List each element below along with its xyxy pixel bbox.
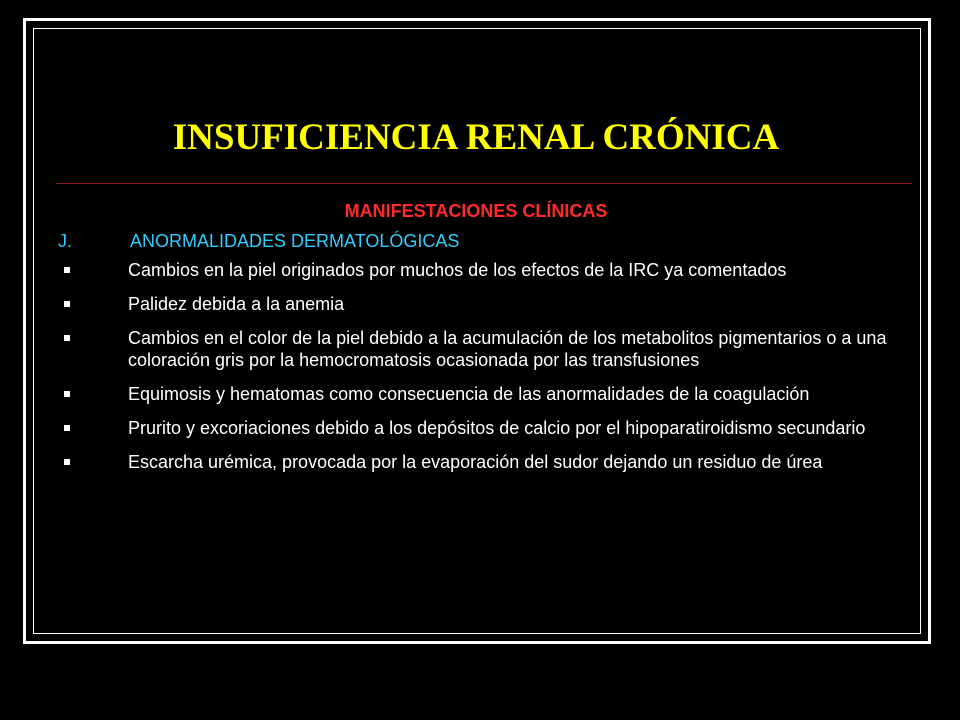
- bullet-item: [64, 259, 912, 281]
- section-label: ANORMALIDADES DERMATOLÓGICAS: [130, 231, 460, 251]
- square-bullet-icon: [64, 335, 70, 341]
- title-divider: [56, 183, 912, 184]
- slide-title: INSUFICIENCIA RENAL CRÓNICA: [172, 117, 780, 158]
- bullet-text: Equimosis y hematomas como consecuencia de las anormalidades de la coagulación: [128, 384, 810, 404]
- slide-subtitle: MANIFESTACIONES CLÍNICAS: [344, 201, 608, 221]
- square-bullet-icon: [64, 459, 70, 465]
- square-bullet-icon: [64, 267, 70, 273]
- square-bullet-icon: [64, 301, 70, 307]
- section-marker: J.: [58, 231, 73, 251]
- square-bullet-icon: [64, 425, 70, 431]
- bullet-text: Cambios en el color de la piel debido a la acumulación de los metabolitos pigmentarios o a una coloración gris por la hemocromatosis ocasionada por las transfusiones: [128, 328, 887, 370]
- bullet-text: Cambios en la piel originados por muchos de los efectos de la IRC ya comentados: [128, 260, 787, 280]
- bullet-item: [64, 327, 912, 371]
- bullet-text: Palidez debida a la anemia: [128, 294, 345, 314]
- bullet-item: [64, 417, 912, 439]
- bullet-list: [64, 259, 912, 485]
- bullet-text: Prurito y excoriaciones debido a los depósitos de calcio por el hipoparatiroidismo secundario: [128, 418, 866, 438]
- bullet-text: Escarcha urémica, provocada por la evaporación del sudor dejando un residuo de úrea: [128, 452, 823, 472]
- bullet-item: [64, 293, 912, 315]
- square-bullet-icon: [64, 391, 70, 397]
- bullet-item: [64, 451, 912, 473]
- section-heading: [58, 229, 459, 253]
- bullet-item: [64, 383, 912, 405]
